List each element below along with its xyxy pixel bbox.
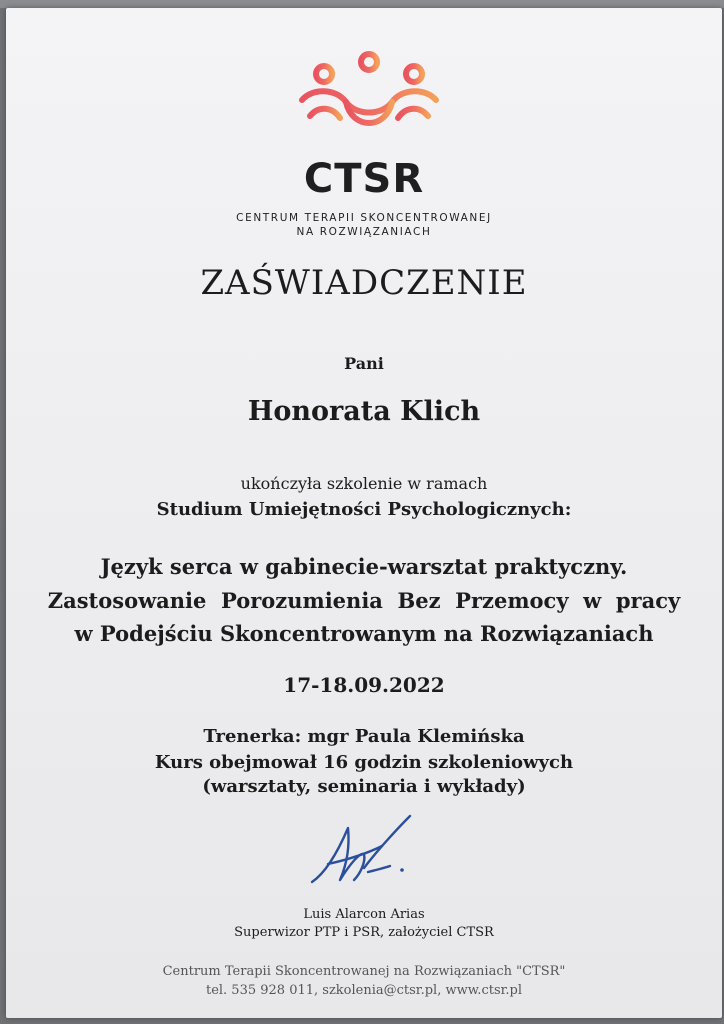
course-title-line: w Podejściu Skoncentrowanym na Rozwiązaniach: [74, 621, 654, 646]
signature-icon: [306, 808, 426, 890]
certificate-title: ZAŚWIADCZENIE: [200, 263, 528, 303]
brand-subtitle-line2: NA ROZWIĄZANIACH: [296, 226, 432, 238]
course-hours: Kurs obejmował 16 godzin szkoleniowych: [154, 752, 574, 773]
course-title-line: Zastosowanie Porozumienia Bez Przemocy w pracy: [47, 588, 681, 613]
footer-organization: Centrum Terapii Skoncentrowanej na Rozwiązaniach "CTSR": [162, 964, 566, 979]
footer-contact: tel. 535 928 011, szkolenia@ctsr.pl, www.ctsr.pl: [205, 983, 523, 998]
salutation: Pani: [344, 354, 384, 373]
completion-statement: ukończyła szkolenie w ramach: [240, 474, 488, 493]
program-name: Studium Umiejętności Psychologicznych:: [156, 499, 572, 520]
course-title-line: Język serca w gabinecie-warsztat praktyczny.: [100, 554, 628, 579]
brand-subtitle-line1: CENTRUM TERAPII SKONCENTROWANEJ: [236, 212, 492, 224]
signatory-role: Superwizor PTP i PSR, założyciel CTSR: [234, 925, 494, 940]
brand-name: CTSR: [303, 156, 425, 202]
certificate-sheet: [6, 8, 722, 1018]
ctsr-logo-icon: [296, 50, 442, 142]
recipient-name: Honorata Klich: [247, 396, 481, 427]
course-forms: (warsztaty, seminaria i wykłady): [202, 776, 526, 797]
signatory-name: Luis Alarcon Arias: [303, 907, 425, 922]
background-strip: [0, 0, 724, 8]
course-dates: 17-18.09.2022: [283, 673, 445, 697]
trainer-info: Trenerka: mgr Paula Klemińska: [203, 726, 525, 747]
